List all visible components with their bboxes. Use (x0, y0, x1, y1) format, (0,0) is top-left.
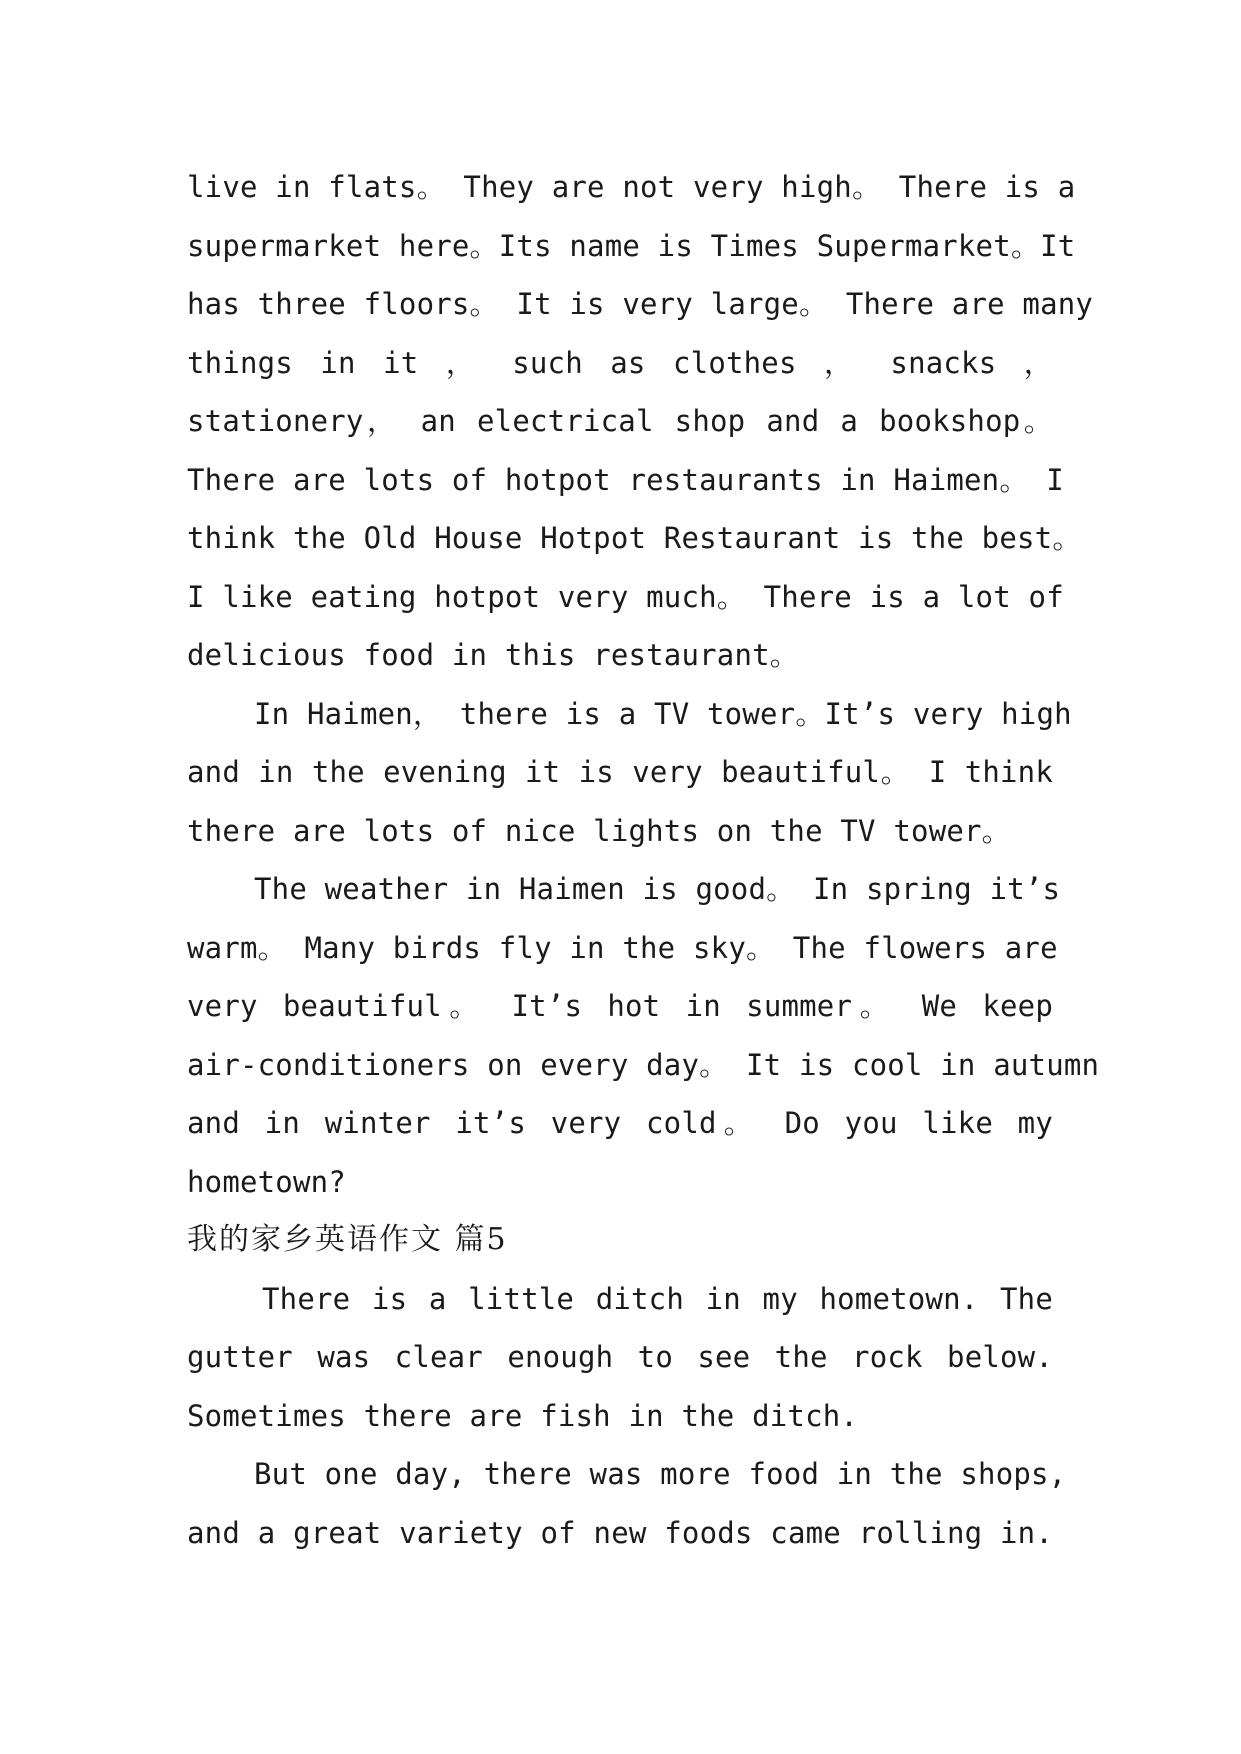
text-line: I like eating hotpot very much。 There is a lot of (187, 579, 1064, 614)
text-line: think the Old House Hotpot Restaurant is the best。 (187, 521, 1082, 555)
essay-body (187, 158, 1100, 1562)
text-line: warm。 Many birds fly in the sky。 The flowers are (187, 930, 1058, 965)
text-line: hometown? (187, 1164, 346, 1199)
text-line: has three floors。 It is very large。 There are many (187, 287, 1094, 321)
text-line: air-conditioners on every day。 It is cool in autumn (187, 1047, 1100, 1082)
paragraph-start-line: But one day, there was more food in the shops, (254, 1457, 1067, 1491)
section-heading: 我的家乡英语作文 篇5 (187, 1222, 508, 1257)
paragraph-start-line: There is a little ditch in my hometown. The (262, 1281, 1053, 1316)
text-line: supermarket here。Its name is Times Supermarket。It (187, 228, 1076, 263)
text-line: There are lots of hotpot restaurants in Haimen。 I (187, 462, 1064, 497)
paragraph-start-line: In Haimen， there is a TV tower。It’s very high (254, 696, 1072, 731)
text-line: delicious food in this restaurant。 (187, 638, 799, 672)
text-line: live in flats。 They are not very high。 There is a (187, 170, 1076, 204)
text-line: and a great variety of new foods came rolling in. (187, 1515, 1053, 1550)
text-line: there are lots of nice lights on the TV tower。 (187, 813, 1011, 848)
text-line: and in winter it’s very cold。 Do you like my (187, 1106, 1053, 1140)
text-line: and in the evening it is very beautiful。 I think (187, 755, 1053, 789)
text-line: stationery， an electrical shop and a bookshop。 (187, 404, 1053, 438)
paragraph-start-line: The weather in Haimen is good。 In spring it’s (254, 872, 1061, 906)
text-line: very beautiful。 It’s hot in summer。 We keep (187, 989, 1053, 1023)
text-line: Sometimes there are fish in the ditch. (187, 1398, 859, 1433)
text-line: things in it ， such as clothes ， snacks ， (187, 345, 1053, 380)
text-line: gutter was clear enough to see the rock below. (187, 1340, 1053, 1374)
